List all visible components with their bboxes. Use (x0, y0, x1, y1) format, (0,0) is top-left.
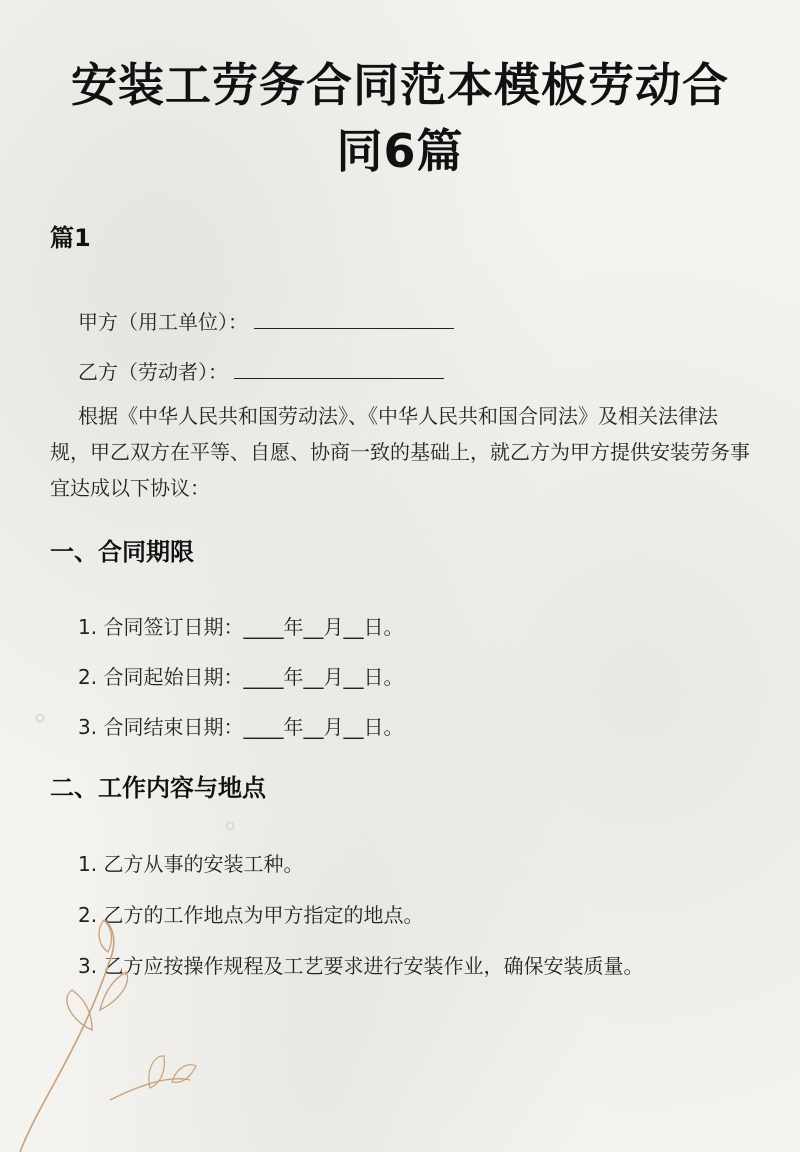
party-a-blank[interactable] (254, 327, 454, 329)
document-title (40, 52, 760, 184)
section2-item-3: 3. 乙方应按操作规程及工艺要求进行安装作业，确保安装质量。 (78, 954, 644, 978)
party-b-blank[interactable] (234, 377, 444, 379)
party-b-line (78, 356, 444, 385)
party-a-label: 甲方（用工单位）： (78, 310, 248, 334)
plant-sprig-icon (0, 900, 200, 1152)
section2-item-1: 1. 乙方从事的安装工种。 (78, 852, 304, 876)
section1-heading: 一、合同期限 (50, 538, 194, 566)
section1-item-2: 2. 合同起始日期：____年__月__日。 (78, 665, 404, 689)
intro-paragraph: 根据《中华人民共和国劳动法》、《中华人民共和国合同法》及相关法律法规，甲乙双方在平等、自愿、协商一致的基础上，就乙方为甲方提供安装劳务事宜达成以下协议： (50, 404, 750, 500)
party-b-label: 乙方（劳动者）： (78, 360, 228, 384)
party-a-line (78, 306, 454, 335)
section1-item-1: 1. 合同签订日期：____年__月__日。 (78, 615, 404, 639)
decor-dot (226, 822, 234, 830)
section2-item-2: 2. 乙方的工作地点为甲方指定的地点。 (78, 903, 424, 927)
title-line-1: 安装工劳务合同范本模板劳动合 (71, 58, 729, 112)
section2-heading: 二、工作内容与地点 (50, 774, 266, 802)
decor-dot (36, 714, 44, 722)
title-line-2: 同6篇 (336, 124, 464, 178)
article-heading: 篇1 (50, 224, 91, 252)
section1-item-3: 3. 合同结束日期：____年__月__日。 (78, 715, 404, 739)
